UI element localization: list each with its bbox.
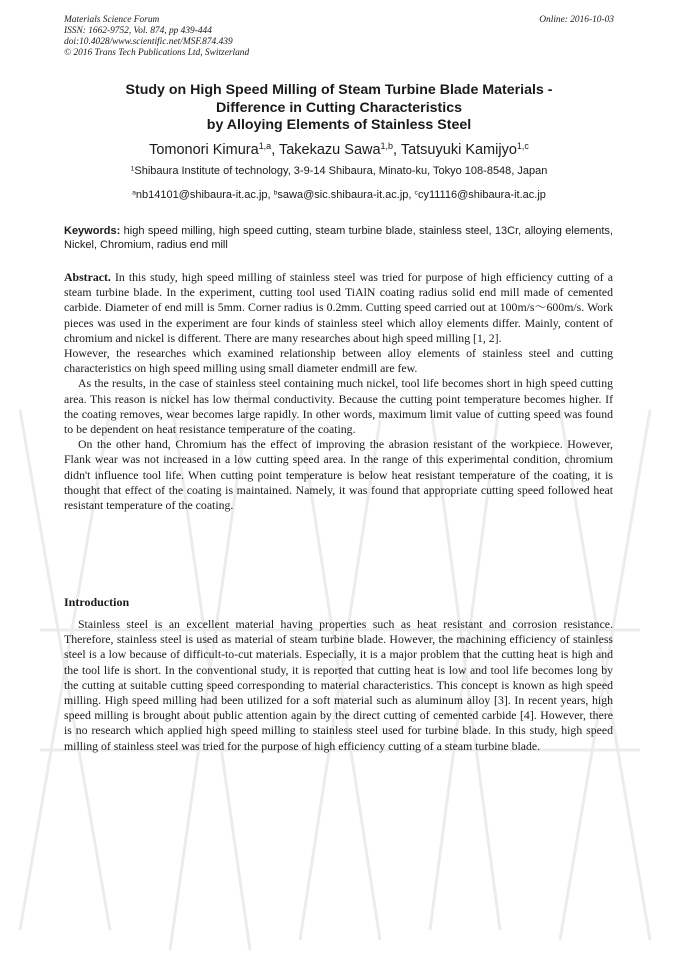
affiliation-text: Shibaura Institute of technology, 3-9-14 Shibaura, Minato-ku, Tokyo 108-8548, Japan bbox=[134, 165, 548, 177]
author-sup: 1,a bbox=[258, 141, 272, 152]
author-sup: 1,c bbox=[516, 141, 529, 152]
affiliation-sup: 1 bbox=[130, 165, 135, 173]
doi-line: doi:10.4028/www.scientific.net/MSF.874.439 bbox=[64, 37, 233, 47]
abstract-paragraph: As the results, in the case of stainless steel containing much nickel, tool life becomes short in high speed cutting area. This reason is nickel has low thermal conductivity. Because the cutting point temperature becomes higher. If the coating removes, wear becomes large rapidly. In other words, maximum limit value of cutting speed was found to be dependent on heat resistance temperature of the coating. bbox=[64, 376, 613, 437]
title-line-3: by Alloying Elements of Stainless Steel bbox=[206, 117, 472, 133]
email-sup: a bbox=[132, 189, 136, 197]
author-list: Tomonori Kimura$^{1,a}$, Takekazu Sawa$^{1,b}$, Tatsuyuki Kamijyo$^{1,c}$ bbox=[149, 141, 529, 158]
email-link[interactable]: nb14101@shibaura-it.ac.jp bbox=[135, 189, 268, 201]
section-heading-introduction: Introduction bbox=[64, 595, 130, 609]
email-list: $^a$nb14101@shibaura-it.ac.jp, $^b$sawa@sic.shibaura-it.ac.jp, $^c$cy11116@shibaura-it.ac.jp bbox=[132, 189, 546, 201]
keywords-section bbox=[64, 224, 613, 252]
email-sup: c bbox=[414, 189, 418, 197]
title-line-1: Study on High Speed Milling of Steam Turbine Blade Materials - bbox=[125, 82, 553, 98]
author-name: Takekazu Sawa bbox=[278, 142, 381, 158]
abstract-label: Abstract. bbox=[64, 270, 111, 284]
abstract-text: In this study, high speed milling of stainless steel was tried for purpose of high efficiency cutting of a steam turbine blade. In the experiment, cutting tool used TiAlN coating radius solid end mill made of cemented carbide. Diameter of end mill is 5mm. Corner radius is 0.2mm. Cutting speed carried out at 100m/s～600m/s. Work pieces was used in the experiment are four kinds of stainless steel which alloy elements differ. Mainly, content of chromium and nickel is different. There are many researches about high speed milling [1, 2]. bbox=[64, 270, 613, 345]
abstract-paragraph bbox=[64, 270, 613, 346]
online-date: Online: 2016-10-03 bbox=[539, 15, 614, 25]
affiliation bbox=[64, 164, 614, 178]
introduction-paragraph: Stainless steel is an excellent material having properties such as heat resistant and corrosion resistance. Therefore, stainless steel is used as material of steam turbine blade. However, the machining efficiency of stainless steel is a low because of difficult-to-cut materials. Especially, it is a major problem that the cutting heat is high and the tool life is short. In the conventional study, it is reported that cutting heat is low and tool life becomes long by the cutting at suitable cutting speed corresponding to material characteristics. This concept is known as high speed milling. High speed milling had been utilized for a soft material such as aluminum alloy [3]. In recent years, high speed milling is brought about public attention again by the direct cutting of cemented carbide [4]. However, there is no research which applied high speed milling to stainless steel used for turbine blade. In this study, high speed milling of stainless steel was tried for the purpose of high efficiency cutting of a steam turbine blade. bbox=[64, 617, 613, 753]
author-sup: 1,b bbox=[380, 141, 394, 152]
keywords-label: Keywords: bbox=[64, 225, 121, 237]
email-link[interactable]: cy11116@shibaura-it.ac.jp bbox=[417, 189, 546, 201]
abstract-paragraph: On the other hand, Chromium has the effect of improving the abrasion resistant of the workpiece. However, Flank wear was not increased in a low cutting speed area. In the range of this experimental condition, chromium didn't influence tool life. When cutting point temperature is below heat resistant temperature of the coating, it is thought that effect of the coating is maintained. Namely, it was found that appropriate cutting speed followed heat resistant temperature of the coating. bbox=[64, 437, 613, 513]
author-name: Tomonori Kimura bbox=[149, 142, 259, 158]
issn-line: ISSN: 1662-9752, Vol. 874, pp 439-444 bbox=[64, 26, 212, 36]
introduction-section bbox=[64, 617, 613, 754]
abstract-paragraph: However, the researches which examined relationship between alloy elements of stainless steel and cutting characteristics on high speed milling using small diameter endmill are few. bbox=[64, 346, 613, 376]
journal-name: Materials Science Forum bbox=[64, 15, 160, 25]
abstract-section bbox=[64, 270, 613, 513]
journal-metadata bbox=[64, 15, 249, 59]
title-line-2: Difference in Cutting Characteristics bbox=[216, 99, 462, 116]
email-sup: b bbox=[273, 189, 278, 197]
paper-title bbox=[64, 82, 614, 135]
email-link[interactable]: sawa@sic.shibaura-it.ac.jp bbox=[277, 189, 409, 201]
keywords-text: high speed milling, high speed cutting, steam turbine blade, stainless steel, 13Cr, alloying elements, Nickel, Chromium, radius end mill bbox=[64, 225, 613, 251]
copyright-line: © 2016 Trans Tech Publications Ltd, Switzerland bbox=[64, 48, 250, 58]
author-name: Tatsuyuki Kamijyo bbox=[400, 142, 517, 158]
